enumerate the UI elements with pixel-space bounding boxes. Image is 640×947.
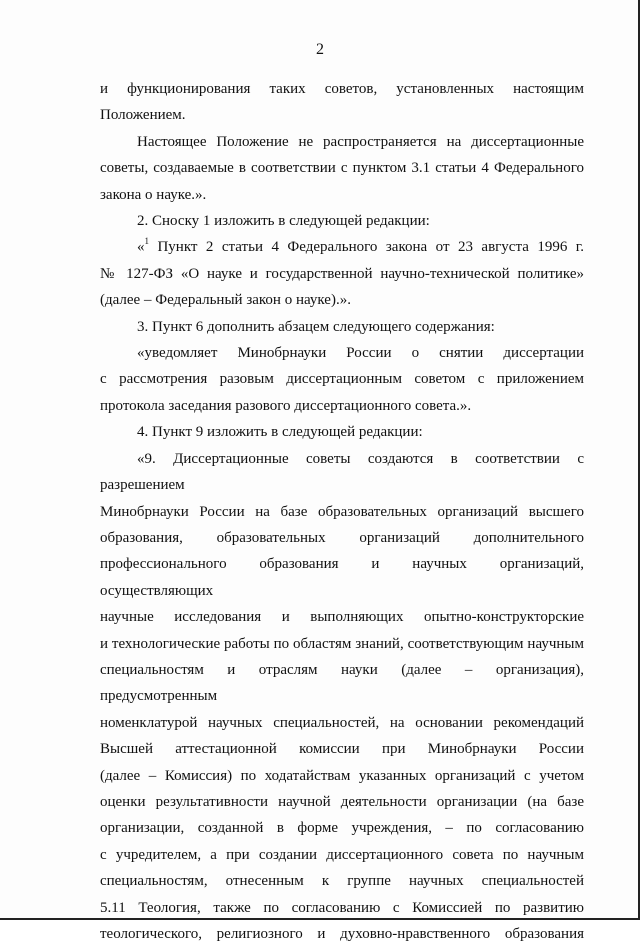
text-line: 2. Сноску 1 изложить в следующей редакции: xyxy=(137,213,430,230)
text-line: Высшей аттестационной комиссии при Минобрнауки России xyxy=(100,741,584,758)
text-line: (далее – Федеральный закон о науке).». xyxy=(100,292,351,309)
text-line: и функционирования таких советов, установленных настоящим xyxy=(100,81,584,97)
text-line: профессионального образования и научных организаций, осуществляющих xyxy=(100,556,584,599)
text-line: закона о науке.». xyxy=(100,186,207,203)
page-number: 2 xyxy=(316,41,324,58)
text-line: организации, созданной в форме учреждения, – по согласованию xyxy=(100,820,584,837)
footnote-line xyxy=(100,234,584,260)
text-line: с рассмотрения разовым диссертационным советом с приложением xyxy=(100,371,584,388)
text-line: 5.11 Теология, также по согласованию с Комиссией по развитию xyxy=(100,899,584,916)
text-line: и технологические работы по областям знаний, соответствующим научным xyxy=(100,635,584,652)
text-line: Минобрнауки России на базе образовательных организаций высшего xyxy=(100,503,584,520)
text-line: научные исследования и выполняющих опытно-конструкторские xyxy=(100,609,584,626)
text-line: специальностям, отнесенным к группе научных специальностей xyxy=(100,873,584,890)
text-line: 4. Пункт 9 изложить в следующей редакции: xyxy=(137,424,423,441)
text-line: (далее – Комиссия) по ходатайствам указанных организаций с учетом xyxy=(100,767,584,784)
text-line: № 127-ФЗ «О науке и государственной научно-технической политике» xyxy=(100,265,584,282)
text-line: протокола заседания разового диссертационного совета.». xyxy=(100,397,472,414)
text-line: советы, создаваемые в соответствии с пунктом 3.1 статьи 4 Федерального xyxy=(100,160,584,177)
text-line: Настоящее Положение не распространяется на диссертационные xyxy=(137,133,584,150)
text-line: Положением. xyxy=(100,107,186,124)
text-line: 3. Пункт 6 дополнить абзацем следующего содержания: xyxy=(137,318,495,335)
text-line: теологического, религиозного и духовно-нравственного образования xyxy=(100,926,584,942)
text-line: «уведомляет Минобрнауки России о снятии диссертации xyxy=(137,345,584,362)
open-quote: « xyxy=(137,239,145,256)
text-line: номенклатурой научных специальностей, на основании рекомендаций xyxy=(100,714,584,731)
footnote-mark: 1 xyxy=(144,236,149,247)
text-line: образования, образовательных организаций дополнительного xyxy=(100,529,584,546)
text-line: «9. Диссертационные советы создаются в соответствии с разрешением xyxy=(100,450,584,494)
text-line: с учредителем, а при создании диссертационного совета по научным xyxy=(100,846,584,863)
text-line: оценки результативности научной деятельности организации (на базе xyxy=(100,793,584,810)
document-body xyxy=(100,76,584,947)
text-line: специальностям и отраслям науки (далее – организация), предусмотренным xyxy=(100,661,584,705)
footnote-text: Пункт 2 статьи 4 Федерального закона от 23 августа 1996 г. xyxy=(157,239,584,256)
